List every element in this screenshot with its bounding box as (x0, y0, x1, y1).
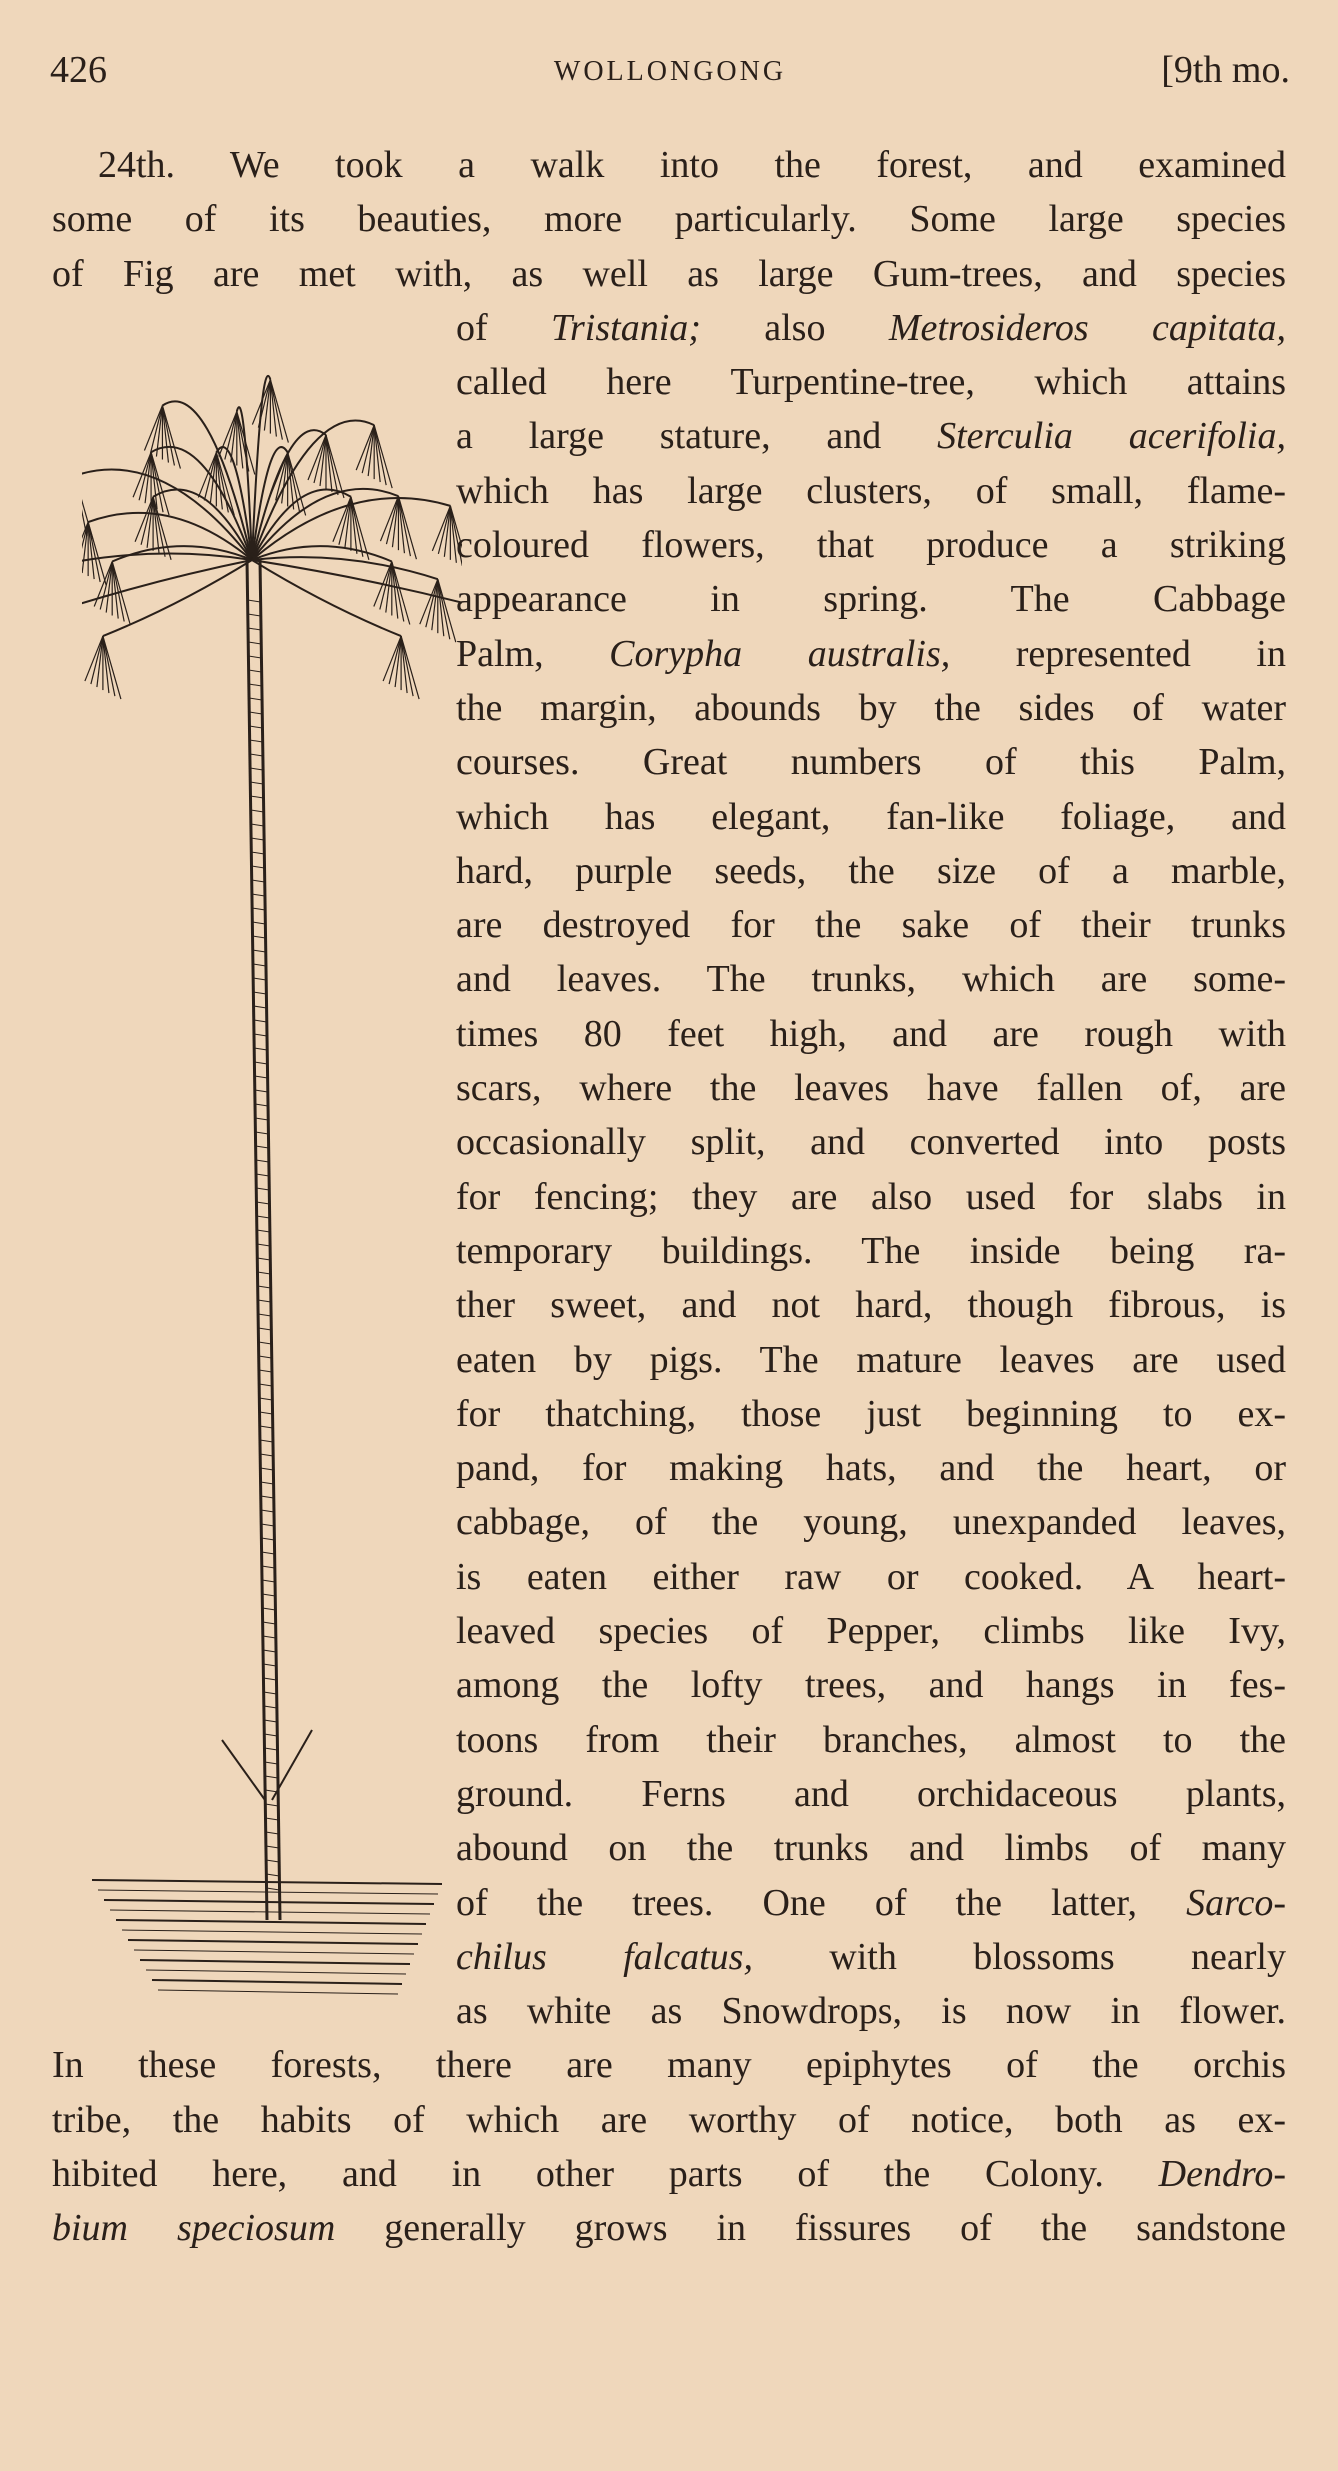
text-line (456, 1224, 1286, 1278)
text-run: ther sweet, and not hard, though fibrous, is (456, 1284, 1286, 1327)
italic-term: chilus falcatus, (456, 1935, 753, 1978)
text-line (52, 2147, 1286, 2201)
text-line (456, 518, 1286, 572)
section-ref: [9th mo. (1161, 49, 1290, 91)
text-run: appearance in spring. The Cabbage (456, 578, 1286, 621)
text-run: of Fig are met with, as well as large Gum-trees, and species (52, 252, 1286, 295)
text-line (456, 1767, 1286, 1821)
text-run: also (700, 306, 889, 349)
italic-term: Sterculia acerifolia, (937, 415, 1286, 458)
text-line (52, 2201, 1286, 2255)
text-line (52, 2038, 1286, 2092)
text-run: generally grows in fissures of the sandstone (335, 2207, 1286, 2250)
text-run: is eaten either raw or cooked. A heart- (456, 1555, 1286, 1598)
text-run: the margin, abounds by the sides of water (456, 686, 1286, 729)
text-run: 24th. We took a walk into the forest, and examined (98, 144, 1286, 186)
text-line (456, 1278, 1286, 1332)
text-line (456, 1495, 1286, 1549)
text-run: for thatching, those just beginning to ex- (456, 1392, 1286, 1435)
text-run: occasionally split, and converted into posts (456, 1121, 1286, 1164)
text-line (456, 572, 1286, 626)
text-run: leaved species of Pepper, climbs like Ivy, (456, 1610, 1286, 1653)
text-line (456, 1441, 1286, 1495)
text-line (456, 681, 1286, 735)
text-run: of the trees. One of the latter, (456, 1881, 1187, 1924)
text-line (456, 409, 1286, 463)
text-run: cabbage, of the young, unexpanded leaves, (456, 1501, 1286, 1544)
body-text (52, 138, 1286, 2256)
text-run: which has elegant, fan-like foliage, and (456, 795, 1286, 838)
text-line (456, 627, 1286, 681)
text-run: called here Turpentine-tree, which attains (456, 361, 1286, 404)
text-run: temporary buildings. The inside being ra- (456, 1229, 1286, 1272)
text-run: times 80 feet high, and are rough with (456, 1012, 1286, 1055)
text-run: courses. Great numbers of this Palm, (456, 741, 1286, 784)
text-line (456, 952, 1286, 1006)
text-line (456, 844, 1286, 898)
text-line (52, 138, 1286, 192)
text-line (456, 1821, 1286, 1875)
text-line (456, 1713, 1286, 1767)
text-line (456, 1550, 1286, 1604)
text-line (456, 1007, 1286, 1061)
text-run: coloured flowers, that produce a striking (456, 524, 1286, 567)
italic-term: Sarco- (1186, 1881, 1286, 1924)
text-line (456, 1604, 1286, 1658)
text-run: abound on the trunks and limbs of many (456, 1827, 1286, 1870)
text-run: with blossoms nearly (752, 1935, 1286, 1978)
italic-term: bium speciosum (52, 2207, 336, 2250)
text-line (456, 301, 1286, 355)
text-run: eaten by pigs. The mature leaves are used (456, 1338, 1286, 1381)
text-line (456, 790, 1286, 844)
text-run: for fencing; they are also used for slabs in (456, 1175, 1286, 1218)
text-run: In these forests, there are many epiphytes of the orchis (52, 2044, 1286, 2087)
text-line (456, 1658, 1286, 1712)
text-line (456, 1333, 1286, 1387)
page-header (50, 48, 1290, 100)
text-line (52, 2093, 1286, 2147)
text-run: are destroyed for the sake of their trunks (456, 904, 1286, 947)
text-run: ground. Ferns and orchidaceous plants, (456, 1772, 1286, 1815)
text-line (52, 192, 1286, 246)
text-run: Palm, (456, 632, 610, 675)
text-line (456, 464, 1286, 518)
italic-term: Tristania; (550, 306, 701, 349)
text-run: toons from their branches, almost to the (456, 1718, 1286, 1761)
text-line (456, 898, 1286, 952)
text-run: represented in (950, 632, 1286, 675)
text-run: pand, for making hats, and the heart, or (456, 1447, 1286, 1490)
text-line (456, 1115, 1286, 1169)
text-run: which has large clusters, of small, flame- (456, 469, 1286, 512)
text-line (456, 355, 1286, 409)
text-run: of (456, 306, 551, 349)
text-line (456, 1984, 1286, 2038)
italic-term: Metrosideros capitata, (888, 306, 1287, 349)
text-run: some of its beauties, more particularly. Some large species (52, 198, 1286, 241)
text-run: a large stature, and (456, 415, 938, 458)
text-line (456, 1876, 1286, 1930)
running-head: WOLLONGONG (553, 56, 787, 87)
text-run: hard, purple seeds, the size of a marble, (456, 849, 1286, 892)
text-line (456, 1061, 1286, 1115)
italic-term: Corypha australis, (609, 632, 951, 675)
text-run: tribe, the habits of which are worthy of notice, both as ex- (52, 2098, 1286, 2141)
page-number: 426 (50, 49, 107, 91)
text-run: scars, where the leaves have fallen of, are (456, 1067, 1286, 1110)
italic-term: Dendro- (1158, 2152, 1286, 2195)
text-line (52, 247, 1286, 301)
text-run: as white as Snowdrops, is now in flower. (456, 1990, 1286, 2033)
text-line (456, 1170, 1286, 1224)
text-run: hibited here, and in other parts of the Colony. (52, 2152, 1159, 2195)
text-run: among the lofty trees, and hangs in fes- (456, 1664, 1286, 1707)
text-line (456, 735, 1286, 789)
text-line (456, 1930, 1286, 1984)
text-run: and leaves. The trunks, which are some- (456, 958, 1286, 1001)
text-line (456, 1387, 1286, 1441)
